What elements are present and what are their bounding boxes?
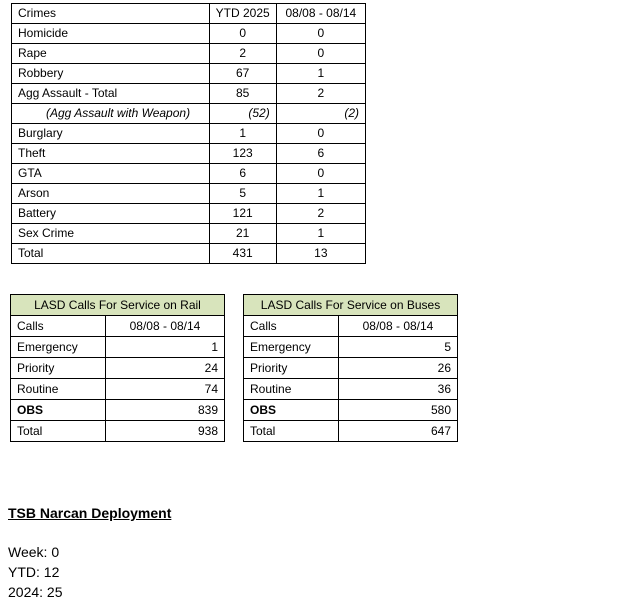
call-count: 24 <box>106 358 225 379</box>
table-title-row <box>11 295 225 316</box>
buses-calls-table <box>243 294 458 442</box>
column-header: 08/08 - 08/14 <box>339 316 458 337</box>
narcan-ytd: YTD: 12 <box>8 564 60 580</box>
crime-name: GTA <box>12 164 210 184</box>
call-count: 1 <box>106 337 225 358</box>
crime-name: Sex Crime <box>12 224 210 244</box>
table-row <box>12 24 366 44</box>
table-row <box>12 124 366 144</box>
column-header: YTD 2025 <box>209 4 276 24</box>
crime-ytd: 67 <box>209 64 276 84</box>
table-header-row <box>244 316 458 337</box>
crime-ytd: 2 <box>209 44 276 64</box>
crime-ytd: 0 <box>209 24 276 44</box>
crime-name: Agg Assault - Total <box>12 84 210 104</box>
table-row <box>244 379 458 400</box>
table-row <box>12 44 366 64</box>
narcan-2024: 2024: 25 <box>8 584 63 600</box>
column-header: 08/08 - 08/14 <box>106 316 225 337</box>
call-count: 74 <box>106 379 225 400</box>
table-row <box>12 184 366 204</box>
total-row <box>12 244 366 264</box>
crime-ytd: 123 <box>209 144 276 164</box>
rail-calls-table <box>10 294 225 442</box>
column-header: Calls <box>11 316 106 337</box>
crime-name: Homicide <box>12 24 210 44</box>
call-type: Emergency <box>244 337 339 358</box>
table-row <box>12 224 366 244</box>
crime-ytd: 431 <box>209 244 276 264</box>
narcan-week: Week: 0 <box>8 544 60 560</box>
crime-week: 2 <box>276 204 365 224</box>
crime-name: Theft <box>12 144 210 164</box>
crime-week: 13 <box>276 244 365 264</box>
crime-name: Total <box>12 244 210 264</box>
crime-name: (Agg Assault with Weapon) <box>12 104 210 124</box>
crime-ytd: 121 <box>209 204 276 224</box>
call-type: Priority <box>11 358 106 379</box>
call-type: Routine <box>244 379 339 400</box>
column-header: Calls <box>244 316 339 337</box>
call-type: Priority <box>244 358 339 379</box>
crime-name: Robbery <box>12 64 210 84</box>
crime-ytd: 85 <box>209 84 276 104</box>
crime-name: Battery <box>12 204 210 224</box>
call-type: OBS <box>11 400 106 421</box>
call-count: 5 <box>339 337 458 358</box>
crime-week: 0 <box>276 44 365 64</box>
table-row <box>12 84 366 104</box>
crime-ytd: 5 <box>209 184 276 204</box>
table-row <box>11 379 225 400</box>
call-type: Routine <box>11 379 106 400</box>
call-type: OBS <box>244 400 339 421</box>
table-row <box>244 358 458 379</box>
crime-week: (2) <box>276 104 365 124</box>
crime-week: 0 <box>276 164 365 184</box>
table-row <box>12 104 366 124</box>
call-count: 938 <box>106 421 225 442</box>
table-header-row <box>12 4 366 24</box>
crime-week: 0 <box>276 24 365 44</box>
table-row <box>244 400 458 421</box>
crime-ytd: 6 <box>209 164 276 184</box>
crimes-table <box>11 3 366 264</box>
table-row <box>12 204 366 224</box>
crime-name: Rape <box>12 44 210 64</box>
crime-week: 1 <box>276 184 365 204</box>
table-title: LASD Calls For Service on Buses <box>244 295 458 316</box>
crime-week: 1 <box>276 224 365 244</box>
column-header: 08/08 - 08/14 <box>276 4 365 24</box>
narcan-heading: TSB Narcan Deployment <box>8 505 172 521</box>
table-row <box>11 337 225 358</box>
crime-name: Burglary <box>12 124 210 144</box>
call-count: 36 <box>339 379 458 400</box>
crime-week: 6 <box>276 144 365 164</box>
call-count: 26 <box>339 358 458 379</box>
table-title: LASD Calls For Service on Rail <box>11 295 225 316</box>
crime-ytd: (52) <box>209 104 276 124</box>
call-count: 580 <box>339 400 458 421</box>
total-row <box>11 421 225 442</box>
call-type: Total <box>11 421 106 442</box>
table-row <box>12 164 366 184</box>
call-type: Total <box>244 421 339 442</box>
table-title-row <box>244 295 458 316</box>
crime-name: Arson <box>12 184 210 204</box>
table-row <box>11 358 225 379</box>
table-row <box>12 144 366 164</box>
call-count: 647 <box>339 421 458 442</box>
crime-week: 1 <box>276 64 365 84</box>
table-header-row <box>11 316 225 337</box>
call-count: 839 <box>106 400 225 421</box>
table-row <box>244 337 458 358</box>
crime-ytd: 21 <box>209 224 276 244</box>
table-row <box>12 64 366 84</box>
crime-week: 2 <box>276 84 365 104</box>
crime-ytd: 1 <box>209 124 276 144</box>
total-row <box>244 421 458 442</box>
crime-week: 0 <box>276 124 365 144</box>
column-header: Crimes <box>12 4 210 24</box>
table-row <box>11 400 225 421</box>
call-type: Emergency <box>11 337 106 358</box>
